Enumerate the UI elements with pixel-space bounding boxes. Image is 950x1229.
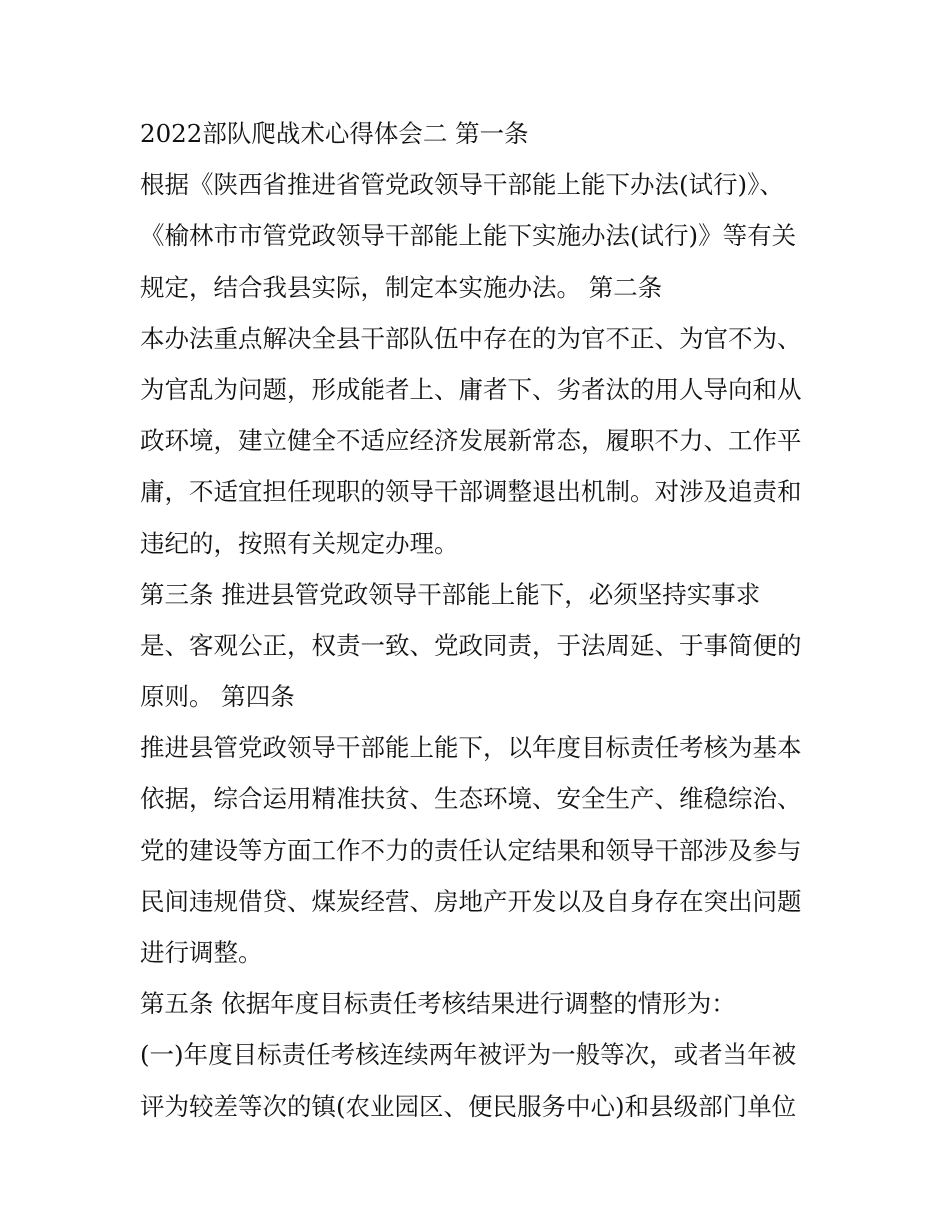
document-line: 原则。 第四条 <box>140 682 295 712</box>
document-line: 违纪的，按照有关规定办理。 <box>140 528 459 558</box>
document-line: 根据《陕西省推进省管党政领导干部能上能下办法(试行)》、 <box>140 170 784 200</box>
document-line: 《榆林市市管党政领导干部能上能下实施办法(试行)》等有关 <box>140 221 797 251</box>
document-line: 推进县管党政领导干部能上能下，以年度目标责任考核为基本 <box>140 733 802 763</box>
document-line: (一)年度目标责任考核连续两年被评为一般等次，或者当年被 <box>140 1040 797 1070</box>
document-line: 评为较差等次的镇(农业园区、便民服务中心)和县级部门单位 <box>140 1091 797 1121</box>
document-line: 民间违规借贷、煤炭经营、房地产开发以及自身存在突出问题 <box>140 886 802 916</box>
document-line: 政环境，建立健全不适应经济发展新常态，履职不力、工作平 <box>140 426 802 456</box>
document-line: 依据，综合运用精准扶贫、生态环境、安全生产、维稳综治、 <box>140 784 802 814</box>
document-line: 为官乱为问题，形成能者上、庸者下、劣者汰的用人导向和从 <box>140 374 802 404</box>
document-line: 进行调整。 <box>140 938 263 967</box>
document-line: 是、客观公正，权责一致、党政同责，于法周延、于事简便的 <box>140 630 802 660</box>
document-line: 2022部队爬战术心得体会二 第一条 <box>140 119 529 148</box>
document-line: 第三条 推进县管党政领导干部能上能下，必须坚持实事求 <box>140 579 761 609</box>
document-line: 第五条 依据年度目标责任考核结果进行调整的情形为： <box>140 989 736 1019</box>
document-line: 本办法重点解决全县干部队伍中存在的为官不正、为官不为、 <box>140 323 802 353</box>
document-line: 党的建设等方面工作不力的责任认定结果和领导干部涉及参与 <box>140 835 802 865</box>
document-body <box>140 108 820 1132</box>
document-line: 规定，结合我县实际，制定本实施办法。 第二条 <box>140 272 663 302</box>
document-line: 庸，不适宜担任现职的领导干部调整退出机制。对涉及追责和 <box>140 477 802 507</box>
